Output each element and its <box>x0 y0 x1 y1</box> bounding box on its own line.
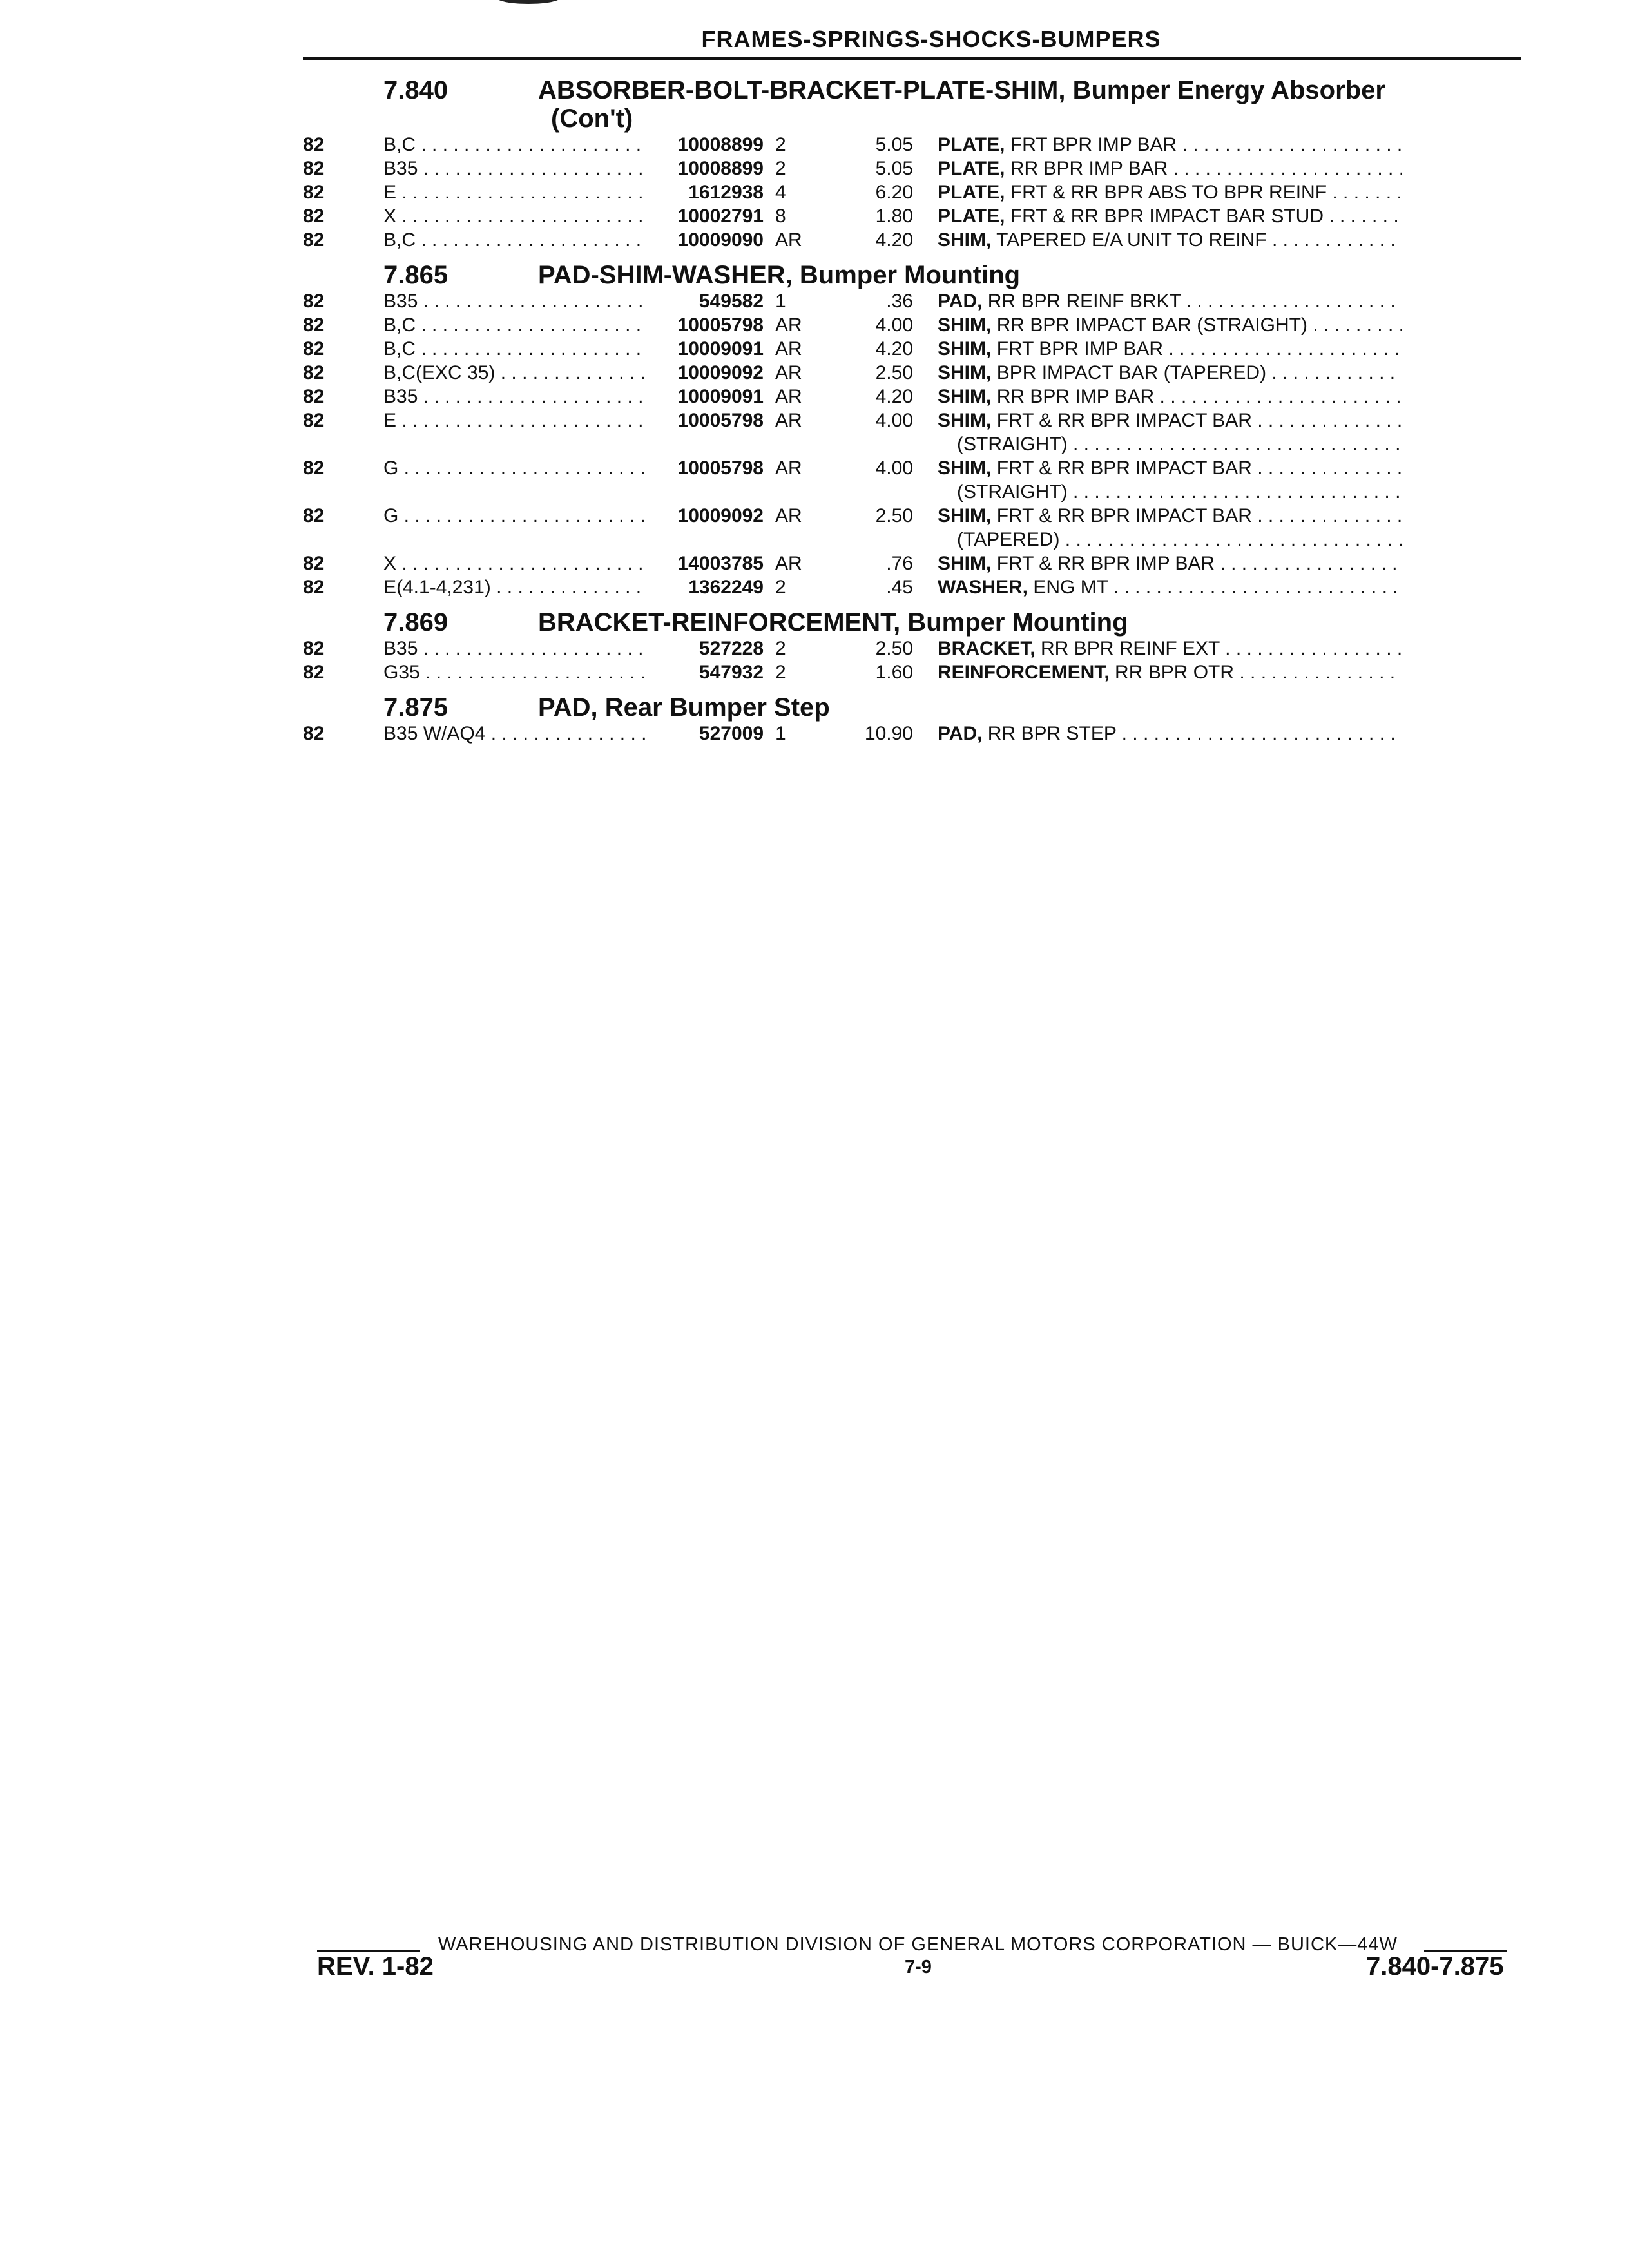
quantity: 2 <box>775 134 786 155</box>
application: G . . . <box>383 456 648 504</box>
description-line <box>938 552 1402 575</box>
part-number: 10002791 <box>677 206 764 227</box>
model-year: 82 <box>303 338 325 360</box>
description-text: TAPERED E/A UNIT TO REINF <box>996 229 1267 251</box>
description-line <box>938 133 1402 157</box>
model-year: 82 <box>303 662 325 683</box>
description-text: FRT & RR BPR IMPACT BAR <box>996 457 1252 479</box>
part-description <box>938 456 1402 504</box>
part-description <box>938 552 1402 575</box>
quantity: AR <box>775 386 802 407</box>
section-number: 7.869 <box>383 608 448 637</box>
parts-section <box>303 76 1521 252</box>
quantity: 4 <box>775 182 786 203</box>
section-title-continued: (Con't) <box>551 104 633 133</box>
part-number: 10009092 <box>677 362 764 383</box>
header-rule <box>303 57 1521 60</box>
table-row <box>303 180 1521 204</box>
table-row <box>303 385 1521 408</box>
price: 1.60 <box>875 662 913 683</box>
price: 4.20 <box>875 386 913 407</box>
table-row <box>303 133 1521 157</box>
application: B,C . . . <box>383 228 648 252</box>
part-number: 527228 <box>699 638 764 659</box>
model-year: 82 <box>303 410 325 431</box>
footer-division: WAREHOUSING AND DISTRIBUTION DIVISION OF GENERAL MOTORS CORPORATION — BUICK—44W <box>438 1934 1398 1955</box>
quantity: 8 <box>775 206 786 227</box>
part-description <box>938 204 1402 228</box>
application: X . . . <box>383 204 648 228</box>
section-heading <box>383 76 1521 133</box>
description-text: FRT BPR IMP BAR <box>996 338 1164 360</box>
application: B35 . . . <box>383 289 648 313</box>
description-line <box>938 157 1402 180</box>
quantity: AR <box>775 338 802 360</box>
section-title: PAD, Rear Bumper Step <box>538 693 830 722</box>
table-row <box>303 313 1521 337</box>
table-row <box>303 228 1521 252</box>
model-year: 82 <box>303 229 325 251</box>
price: 2.50 <box>875 638 913 659</box>
price: 5.05 <box>875 134 913 155</box>
model-year: 82 <box>303 457 325 479</box>
part-description <box>938 180 1402 204</box>
part-keyword: PLATE, <box>938 158 1005 179</box>
part-keyword: SHIM, <box>938 386 992 407</box>
part-number: 10005798 <box>677 410 764 431</box>
price: 4.20 <box>875 338 913 360</box>
footer-rule-left <box>317 1950 420 1952</box>
part-description <box>938 504 1402 552</box>
section-title: ABSORBER-BOLT-BRACKET-PLATE-SHIM, Bumper Energy Absorber <box>538 76 1385 104</box>
table-row <box>303 337 1521 361</box>
print-speck <box>496 0 561 4</box>
price: 5.05 <box>875 158 913 179</box>
part-number: 10009092 <box>677 505 764 526</box>
footer-revision: REV. 1-82 <box>317 1952 434 1981</box>
part-keyword: PLATE, <box>938 182 1005 203</box>
description-line <box>938 660 1402 684</box>
model-year: 82 <box>303 182 325 203</box>
model-year: 82 <box>303 362 325 383</box>
part-description <box>938 361 1402 385</box>
section-title-block <box>538 261 1521 289</box>
parts-section <box>303 261 1521 599</box>
part-keyword: PAD, <box>938 723 983 744</box>
model-year: 82 <box>303 314 325 336</box>
part-number: 10005798 <box>677 457 764 479</box>
price: .36 <box>886 291 913 312</box>
quantity: AR <box>775 457 802 479</box>
table-row <box>303 575 1521 599</box>
part-description <box>938 313 1402 337</box>
description-text: RR BPR IMPACT BAR (STRAIGHT) <box>996 314 1307 336</box>
description-text: FRT BPR IMP BAR <box>1010 134 1177 155</box>
part-description <box>938 133 1402 157</box>
part-description <box>938 337 1402 361</box>
footer-page-number: 7-9 <box>905 1957 932 1977</box>
table-row <box>303 408 1521 456</box>
description-line <box>938 204 1402 228</box>
model-year: 82 <box>303 134 325 155</box>
part-description <box>938 408 1402 456</box>
description-text: FRT & RR BPR ABS TO BPR REINF <box>1010 182 1327 203</box>
section-title-block <box>538 608 1521 637</box>
table-row <box>303 289 1521 313</box>
quantity: AR <box>775 410 802 431</box>
price: 4.00 <box>875 410 913 431</box>
section-title: BRACKET-REINFORCEMENT, Bumper Mounting <box>538 608 1128 637</box>
part-number: 1362249 <box>688 577 764 598</box>
description-line <box>938 637 1402 660</box>
application: G35 . . . <box>383 660 648 684</box>
section-title-block <box>538 76 1521 133</box>
model-year: 82 <box>303 206 325 227</box>
description-text: RR BPR OTR <box>1115 662 1235 683</box>
description-text: BPR IMPACT BAR (TAPERED) <box>996 362 1267 383</box>
application: B,C . . . <box>383 133 648 157</box>
table-row <box>303 722 1521 745</box>
description-line <box>938 337 1402 361</box>
application: G . . . <box>383 504 648 552</box>
page-header <box>303 26 1521 60</box>
part-number: 10005798 <box>677 314 764 336</box>
description-line <box>938 289 1402 313</box>
part-keyword: PLATE, <box>938 134 1005 155</box>
part-number: 527009 <box>699 723 764 744</box>
part-description <box>938 637 1402 660</box>
table-row <box>303 157 1521 180</box>
part-number: 10009090 <box>677 229 764 251</box>
description-line <box>938 722 1402 745</box>
application: E(4.1-4,231) . . . <box>383 575 648 599</box>
price: 4.20 <box>875 229 913 251</box>
quantity: AR <box>775 314 802 336</box>
application: X . . . <box>383 552 648 575</box>
description-text: RR BPR REINF EXT <box>1041 638 1220 659</box>
section-number: 7.875 <box>383 693 448 722</box>
part-keyword: WASHER, <box>938 577 1028 598</box>
description-line <box>938 180 1402 204</box>
model-year: 82 <box>303 723 325 744</box>
part-description <box>938 722 1402 745</box>
price: 10.90 <box>864 723 913 744</box>
description-line <box>938 504 1402 528</box>
table-row <box>303 637 1521 660</box>
application: B35 . . . <box>383 637 648 660</box>
section-title: PAD-SHIM-WASHER, Bumper Mounting <box>538 261 1021 289</box>
quantity: 2 <box>775 158 786 179</box>
section-number: 7.840 <box>383 76 448 104</box>
part-keyword: SHIM, <box>938 505 992 526</box>
price: 4.00 <box>875 314 913 336</box>
section-number: 7.865 <box>383 261 448 289</box>
model-year: 82 <box>303 577 325 598</box>
model-year: 82 <box>303 386 325 407</box>
part-keyword: SHIM, <box>938 229 992 251</box>
description-continued: (STRAIGHT) . . . <box>938 432 1402 456</box>
footer-rule-right <box>1424 1950 1507 1952</box>
table-row <box>303 204 1521 228</box>
section-title-block <box>538 693 1521 722</box>
section-heading <box>383 693 1521 722</box>
section-heading <box>383 261 1521 289</box>
parts-section <box>303 608 1521 684</box>
part-description <box>938 660 1402 684</box>
part-number: 549582 <box>699 291 764 312</box>
part-keyword: PLATE, <box>938 206 1005 227</box>
price: 2.50 <box>875 362 913 383</box>
description-continued: (STRAIGHT) . . . <box>938 480 1402 504</box>
description-text: ENG MT <box>1033 577 1108 598</box>
application: B35 W/AQ4 . . . <box>383 722 648 745</box>
part-keyword: BRACKET, <box>938 638 1036 659</box>
part-keyword: SHIM, <box>938 338 992 360</box>
application: E . . . <box>383 408 648 456</box>
description-line <box>938 385 1402 408</box>
part-number: 547932 <box>699 662 764 683</box>
price: 4.00 <box>875 457 913 479</box>
model-year: 82 <box>303 638 325 659</box>
description-text: RR BPR STEP <box>987 723 1117 744</box>
part-description <box>938 289 1402 313</box>
application: B,C(EXC 35) . . . <box>383 361 648 385</box>
description-text: RR BPR REINF BRKT <box>987 291 1181 312</box>
description-text: FRT & RR BPR IMPACT BAR <box>996 410 1252 431</box>
part-keyword: SHIM, <box>938 314 992 336</box>
section-heading <box>383 608 1521 637</box>
quantity: AR <box>775 229 802 251</box>
price: .76 <box>886 553 913 574</box>
description-text: FRT & RR BPR IMPACT BAR STUD <box>1010 206 1324 227</box>
price: 2.50 <box>875 505 913 526</box>
model-year: 82 <box>303 505 325 526</box>
part-number: 1612938 <box>688 182 764 203</box>
quantity: AR <box>775 362 802 383</box>
quantity: 2 <box>775 577 786 598</box>
description-line <box>938 228 1402 252</box>
part-number: 10009091 <box>677 386 764 407</box>
part-keyword: SHIM, <box>938 362 992 383</box>
application: E . . . <box>383 180 648 204</box>
table-row <box>303 456 1521 504</box>
description-line <box>938 456 1402 480</box>
quantity: 1 <box>775 723 786 744</box>
application: B,C . . . <box>383 337 648 361</box>
quantity: 2 <box>775 638 786 659</box>
part-number: 10008899 <box>677 158 764 179</box>
table-row <box>303 552 1521 575</box>
description-text: FRT & RR BPR IMPACT BAR <box>996 505 1252 526</box>
description-line <box>938 408 1402 432</box>
quantity: AR <box>775 505 802 526</box>
description-text: FRT & RR BPR IMP BAR <box>996 553 1215 574</box>
application: B,C . . . <box>383 313 648 337</box>
price: 1.80 <box>875 206 913 227</box>
part-keyword: REINFORCEMENT, <box>938 662 1110 683</box>
part-description <box>938 157 1402 180</box>
parts-section <box>303 693 1521 745</box>
part-number: 10008899 <box>677 134 764 155</box>
model-year: 82 <box>303 158 325 179</box>
price: 6.20 <box>875 182 913 203</box>
table-row <box>303 361 1521 385</box>
parts-listing <box>303 76 1521 745</box>
part-keyword: SHIM, <box>938 553 992 574</box>
price: .45 <box>886 577 913 598</box>
description-line <box>938 313 1402 337</box>
quantity: 2 <box>775 662 786 683</box>
model-year: 82 <box>303 553 325 574</box>
table-row <box>303 660 1521 684</box>
footer-section-range: 7.840-7.875 <box>1366 1952 1504 1981</box>
description-text: RR BPR IMP BAR <box>996 386 1155 407</box>
part-keyword: PAD, <box>938 291 983 312</box>
description-text: RR BPR IMP BAR <box>1010 158 1168 179</box>
part-keyword: SHIM, <box>938 457 992 479</box>
part-description <box>938 385 1402 408</box>
description-line <box>938 361 1402 385</box>
part-keyword: SHIM, <box>938 410 992 431</box>
quantity: 1 <box>775 291 786 312</box>
part-number: 14003785 <box>677 553 764 574</box>
part-description <box>938 228 1402 252</box>
model-year: 82 <box>303 291 325 312</box>
description-line <box>938 575 1402 599</box>
page-title: FRAMES-SPRINGS-SHOCKS-BUMPERS <box>701 26 1161 52</box>
description-continued: (TAPERED) . . . <box>938 528 1402 552</box>
part-description <box>938 575 1402 599</box>
application: B35 . . . <box>383 385 648 408</box>
application: B35 . . . <box>383 157 648 180</box>
quantity: AR <box>775 553 802 574</box>
table-row <box>303 504 1521 552</box>
part-number: 10009091 <box>677 338 764 360</box>
